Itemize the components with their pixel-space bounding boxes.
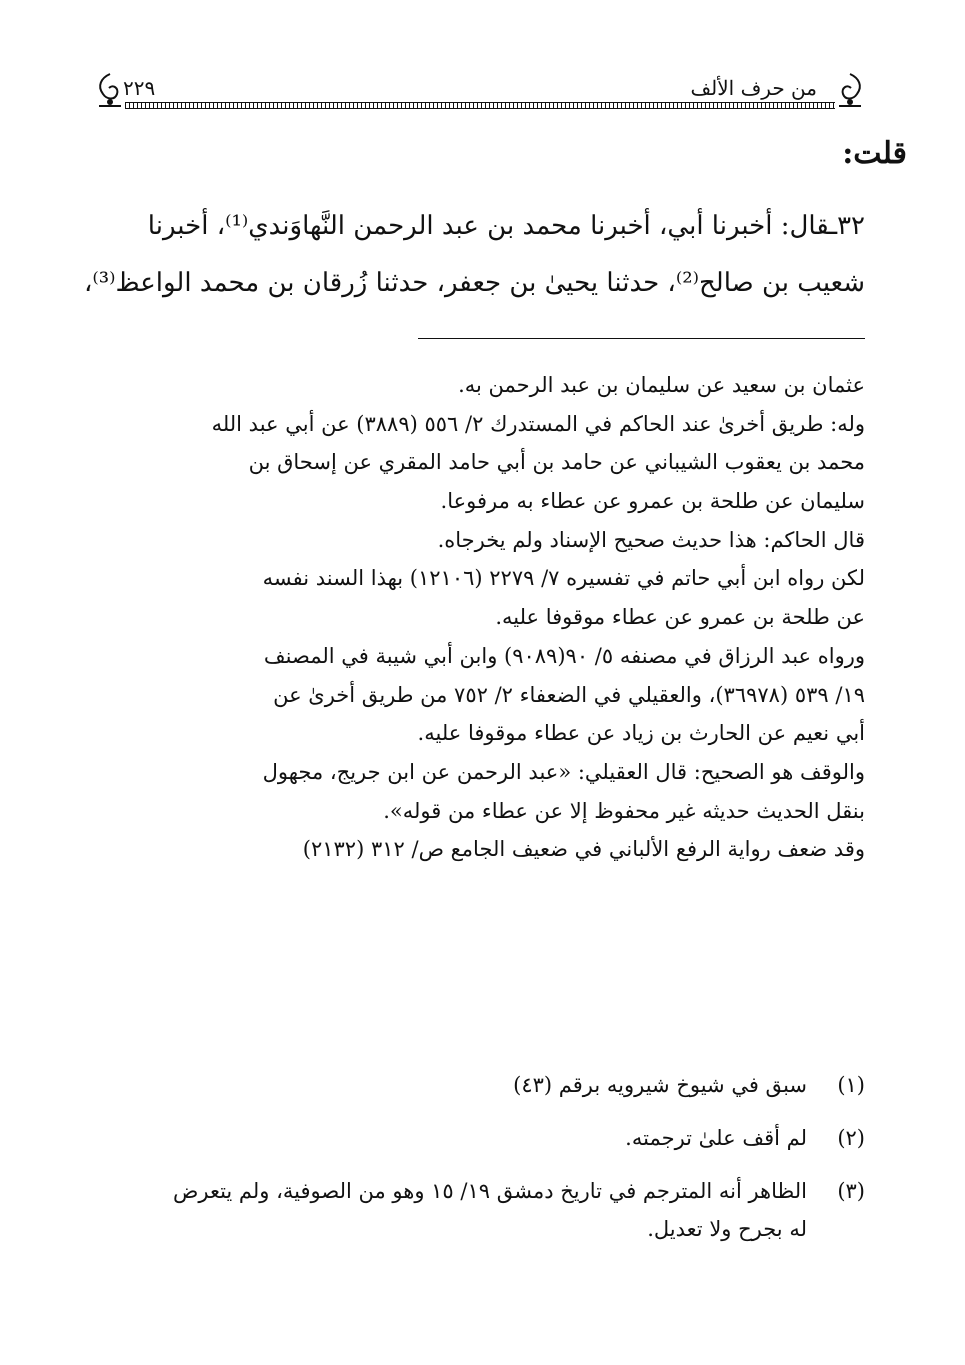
footnote-1 (95, 1066, 865, 1104)
main-line: شعيب بن صالح⁽²⁾، حدثنا يحيىٰ بن جعفر، حدثنا زُرقان بن محمد الواعظ⁽³⁾، (83, 268, 865, 298)
header-rule (125, 102, 835, 109)
note-line: أبي نعيم عن الحارث بن زياد عن عطاء موقوفا عليه. (417, 721, 865, 746)
note-line: عثمان بن سعيد عن سليمان بن عبد الرحمن به. (458, 373, 865, 397)
footnote-number: (٣) (837, 1179, 865, 1203)
footnote-number: (٢) (837, 1126, 865, 1150)
note-line: لكن رواه ابن أبي حاتم في تفسيره ٧/ ٢٢٧٩ (١٢١٠٦) بهذا السند نفسه (262, 566, 865, 591)
main-paragraph (83, 198, 865, 312)
main-line: ٣٢ـقال: أخبرنا أبي، أخبرنا محمد بن عبد الرحمن النَّهاوَندي⁽¹⁾، أخبرنا (147, 211, 865, 241)
footnote-separator (418, 338, 865, 339)
note-line: سليمان عن طلحة بن عمرو عن عطاء به مرفوعا. (440, 489, 865, 514)
note-line: والوقف هو الصحيح: قال العقيلي: «عبد الرحمن عن ابن جريج، مجهول (262, 759, 865, 784)
footnote-text: لم أقف علىٰ ترجمته. (625, 1126, 807, 1150)
page-number: ٢٢٩ (123, 76, 156, 100)
right-ornament-icon (835, 72, 865, 108)
note-line: وقد ضعف رواية الرفع الألباني في ضعيف الجامع ص/ ٣١٢ (٢١٣٢) (302, 837, 865, 862)
page-header (95, 58, 865, 106)
footnote-3 (95, 1172, 865, 1248)
footnote-text: له بجرح ولا تعديل. (647, 1217, 807, 1241)
note-line: عن طلحة بن عمرو عن عطاء موقوفا عليه. (495, 605, 865, 630)
notes-block (95, 366, 865, 869)
note-line: محمد بن يعقوب الشيباني عن حامد بن أبي حامد المقري عن إسحاق بن (248, 450, 865, 475)
running-title: من حرف الألف (690, 76, 817, 100)
footnote-text: سبق في شيوخ شيرويه برقم (٤٣) (513, 1073, 807, 1097)
note-line: ١٩/ ٥٣٩ (٣٦٩٧٨)، والعقيلي في الضعفاء ٢/ ٧٥٢ من طريق أخرىٰ عن (273, 682, 865, 707)
footnote-number: (١) (837, 1073, 865, 1097)
footnote-2 (95, 1119, 865, 1157)
section-heading: قلت: (842, 136, 907, 171)
note-line: قال الحاكم: هذا حديث صحيح الإسناد ولم يخرجاه. (437, 527, 865, 552)
note-line: بنقل الحديث حديثه غير محفوظ إلا عن عطاء من قوله». (383, 798, 865, 823)
note-line: ورواه عبد الرزاق في مصنفه ٥/ ٩٠(٩٠٨٩) وابن أبي شيبة في المصنف (263, 643, 865, 668)
left-ornament-icon (95, 72, 125, 108)
footnote-text: الظاهر أنه المترجم في تاريخ دمشق ١٩/ ١٥ وهو من الصوفية، ولم يتعرض (172, 1179, 807, 1203)
note-line: وله: طريق أخرىٰ عند الحاكم في المستدرك ٢/ ٥٥٦ (٣٨٨٩) عن أبي عبد الله (211, 411, 865, 436)
